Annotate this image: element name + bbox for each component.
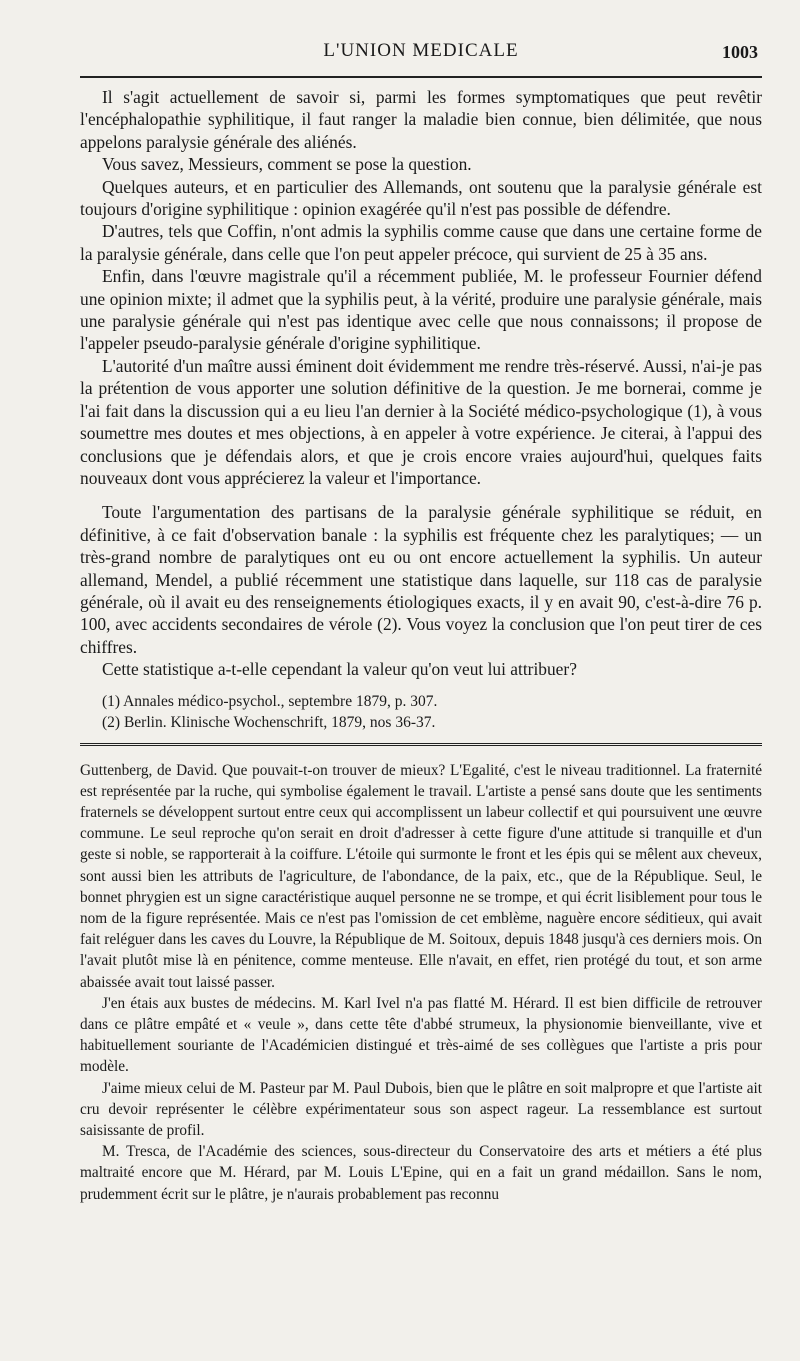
article-paragraph: L'autorité d'un maître aussi éminent doit évidemment me rendre très-réservé. Aussi, n'ai-je pas la prétention de vous apporter une solution définitive de la question. Je me bornerai, comme je l'ai fait dans la discussion qui a eu lieu l'an dernier à la Société médico-psychologique (1), à vous soumettre mes doutes et mes objections, à en appeler à votre expérience. Je citerai, à l'appui des conclusions que je défendais alors, et que je crois encore vraies aujourd'hui, quelques faits nouveaux dont vous apprécierez la valeur et l'importance. xyxy=(80,355,762,488)
article-paragraph: Quelques auteurs, et en particulier des Allemands, ont soutenu que la paralysie générale est toujours d'origine syphilitique : opinion exagérée qu'il n'est pas possible de défendre. xyxy=(80,176,762,220)
footnote: (1) Annales médico-psychol., septembre 1879, p. 307. xyxy=(102,692,438,710)
footnotes xyxy=(80,691,762,733)
feuilleton-paragraph: M. Tresca, de l'Académie des sciences, sous-directeur du Conservatoire des arts et métiers a été plus maltraité encore que M. Hérard, par M. Louis L'Epine, qui en a fait un grand médaillon. Sans le nom, prudemment écrit sur le plâtre, je n'aurais probablement pas reconnu xyxy=(80,1143,762,1203)
article-paragraph: Il s'agit actuellement de savoir si, parmi les formes symptomatiques que peut revêtir l'encéphalopathie syphilitique, il faut ranger la maladie bien connue, bien délimitée, que nous appelons paralysie générale des aliénés. xyxy=(80,87,762,152)
feuilleton-paragraph: J'en étais aux bustes de médecins. M. Karl Ivel n'a pas flatté M. Hérard. Il est bien difficile de retrouver dans ce plâtre empâté et « veule », dans cette tête d'abbé strumeux, la physionomie bienveillante, vive et habituellement souriante de l'Académicien distingué et très-aimé de ses collègues que l'artiste a pris pour modèle. xyxy=(80,994,762,1076)
article-paragraph: D'autres, tels que Coffin, n'ont admis la syphilis comme cause que dans une certaine forme de la paralysie générale, dans celle que l'on peut appeler précoce, qui survient de 25 à 35 ans. xyxy=(80,221,762,264)
feuilleton-paragraph: J'aime mieux celui de M. Pasteur par M. Paul Dubois, bien que le plâtre en soit malpropre et que l'artiste ait cru devoir représenter le célèbre expérimentateur sous son aspect rageur. La ressemblance est surtout saisissante de profil. xyxy=(80,1079,762,1140)
article-paragraph: Toute l'argumentation des partisans de la paralysie générale syphilitique se réduit, en définitive, à ce fait d'observation banale : la syphilis est fréquente chez les paralytiques; — un très-grand nombre de paralytiques ont eu ou ont encore actuellement la syphilis. Un auteur allemand, Mendel, a publié récemment une statistique dans laquelle, sur 118 cas de paralysie générale, où il avait eu des renseignements étiologiques exacts, il y en avait 90, c'est-à-dire 76 p. 100, avec accidents secondaires de vérole (2). Vous voyez la conclusion que l'on peut tirer de ces chiffres. xyxy=(80,502,762,657)
running-title: L'UNION MEDICALE xyxy=(323,40,519,61)
footnote: (2) Berlin. Klinische Wochenschrift, 1879, nos 36-37. xyxy=(102,713,436,731)
article-paragraph: Enfin, dans l'œuvre magistrale qu'il a récemment publiée, M. le professeur Fournier défend une opinion mixte; il admet que la syphilis peut, à la vérité, produire une paralysie générale, mais une paralysie générale qui n'est pas identique avec celle que nous connaissons; il propose de l'appeler pseudo-paralysie générale d'origine syphilitique. xyxy=(80,266,762,354)
article-body xyxy=(80,86,762,681)
section-spacer xyxy=(80,489,762,501)
article-paragraph: Vous savez, Messieurs, comment se pose la question. xyxy=(102,154,472,175)
feuilleton-divider xyxy=(80,743,762,746)
page-number: 1003 xyxy=(722,42,758,62)
header-rule xyxy=(80,76,762,78)
article-paragraph: Cette statistique a-t-elle cependant la valeur qu'on veut lui attribuer? xyxy=(102,659,577,680)
page-header xyxy=(80,36,762,76)
feuilleton-body xyxy=(80,760,762,1205)
feuilleton-paragraph: Guttenberg, de David. Que pouvait-t-on trouver de mieux? L'Egalité, c'est le niveau traditionnel. La fraternité est représentée par la ruche, qui symbolise également le travail. L'artiste a pensé sans doute que les sentiments fraternels se développent surtout entre ceux qui accomplissent un labeur collectif et qui poursuivent une œuvre commune. Le seul reproche qu'on serait en droit d'adresser à cette figure d'une attitude si tranquille et d'un geste si noble, se rapporterait à la coiffure. L'étoile qui surmonte le front et les épis qui se mêlent aux cheveux, sont aussi bien les attributs de l'agriculture, de l'abondance, de la paix, etc., que de la République. Seul, le bonnet phrygien est un signe caractéristique auquel personne ne se trompe, et qui écrit lisiblement pour tous le nom de la figure représentée. Mais ce n'est pas l'omission de cet emblème, naguère encore séditieux, qui avait fait reléguer dans les caves du Louvre, la République de M. Soitoux, depuis 1848 jusqu'à ces derniers mois. On l'avait plutôt mise là en pénitence, comme menteuse. Elle n'avait, en effet, rien protégé du tout, et son arme abaissée avait tout laissé passer. xyxy=(80,761,762,991)
